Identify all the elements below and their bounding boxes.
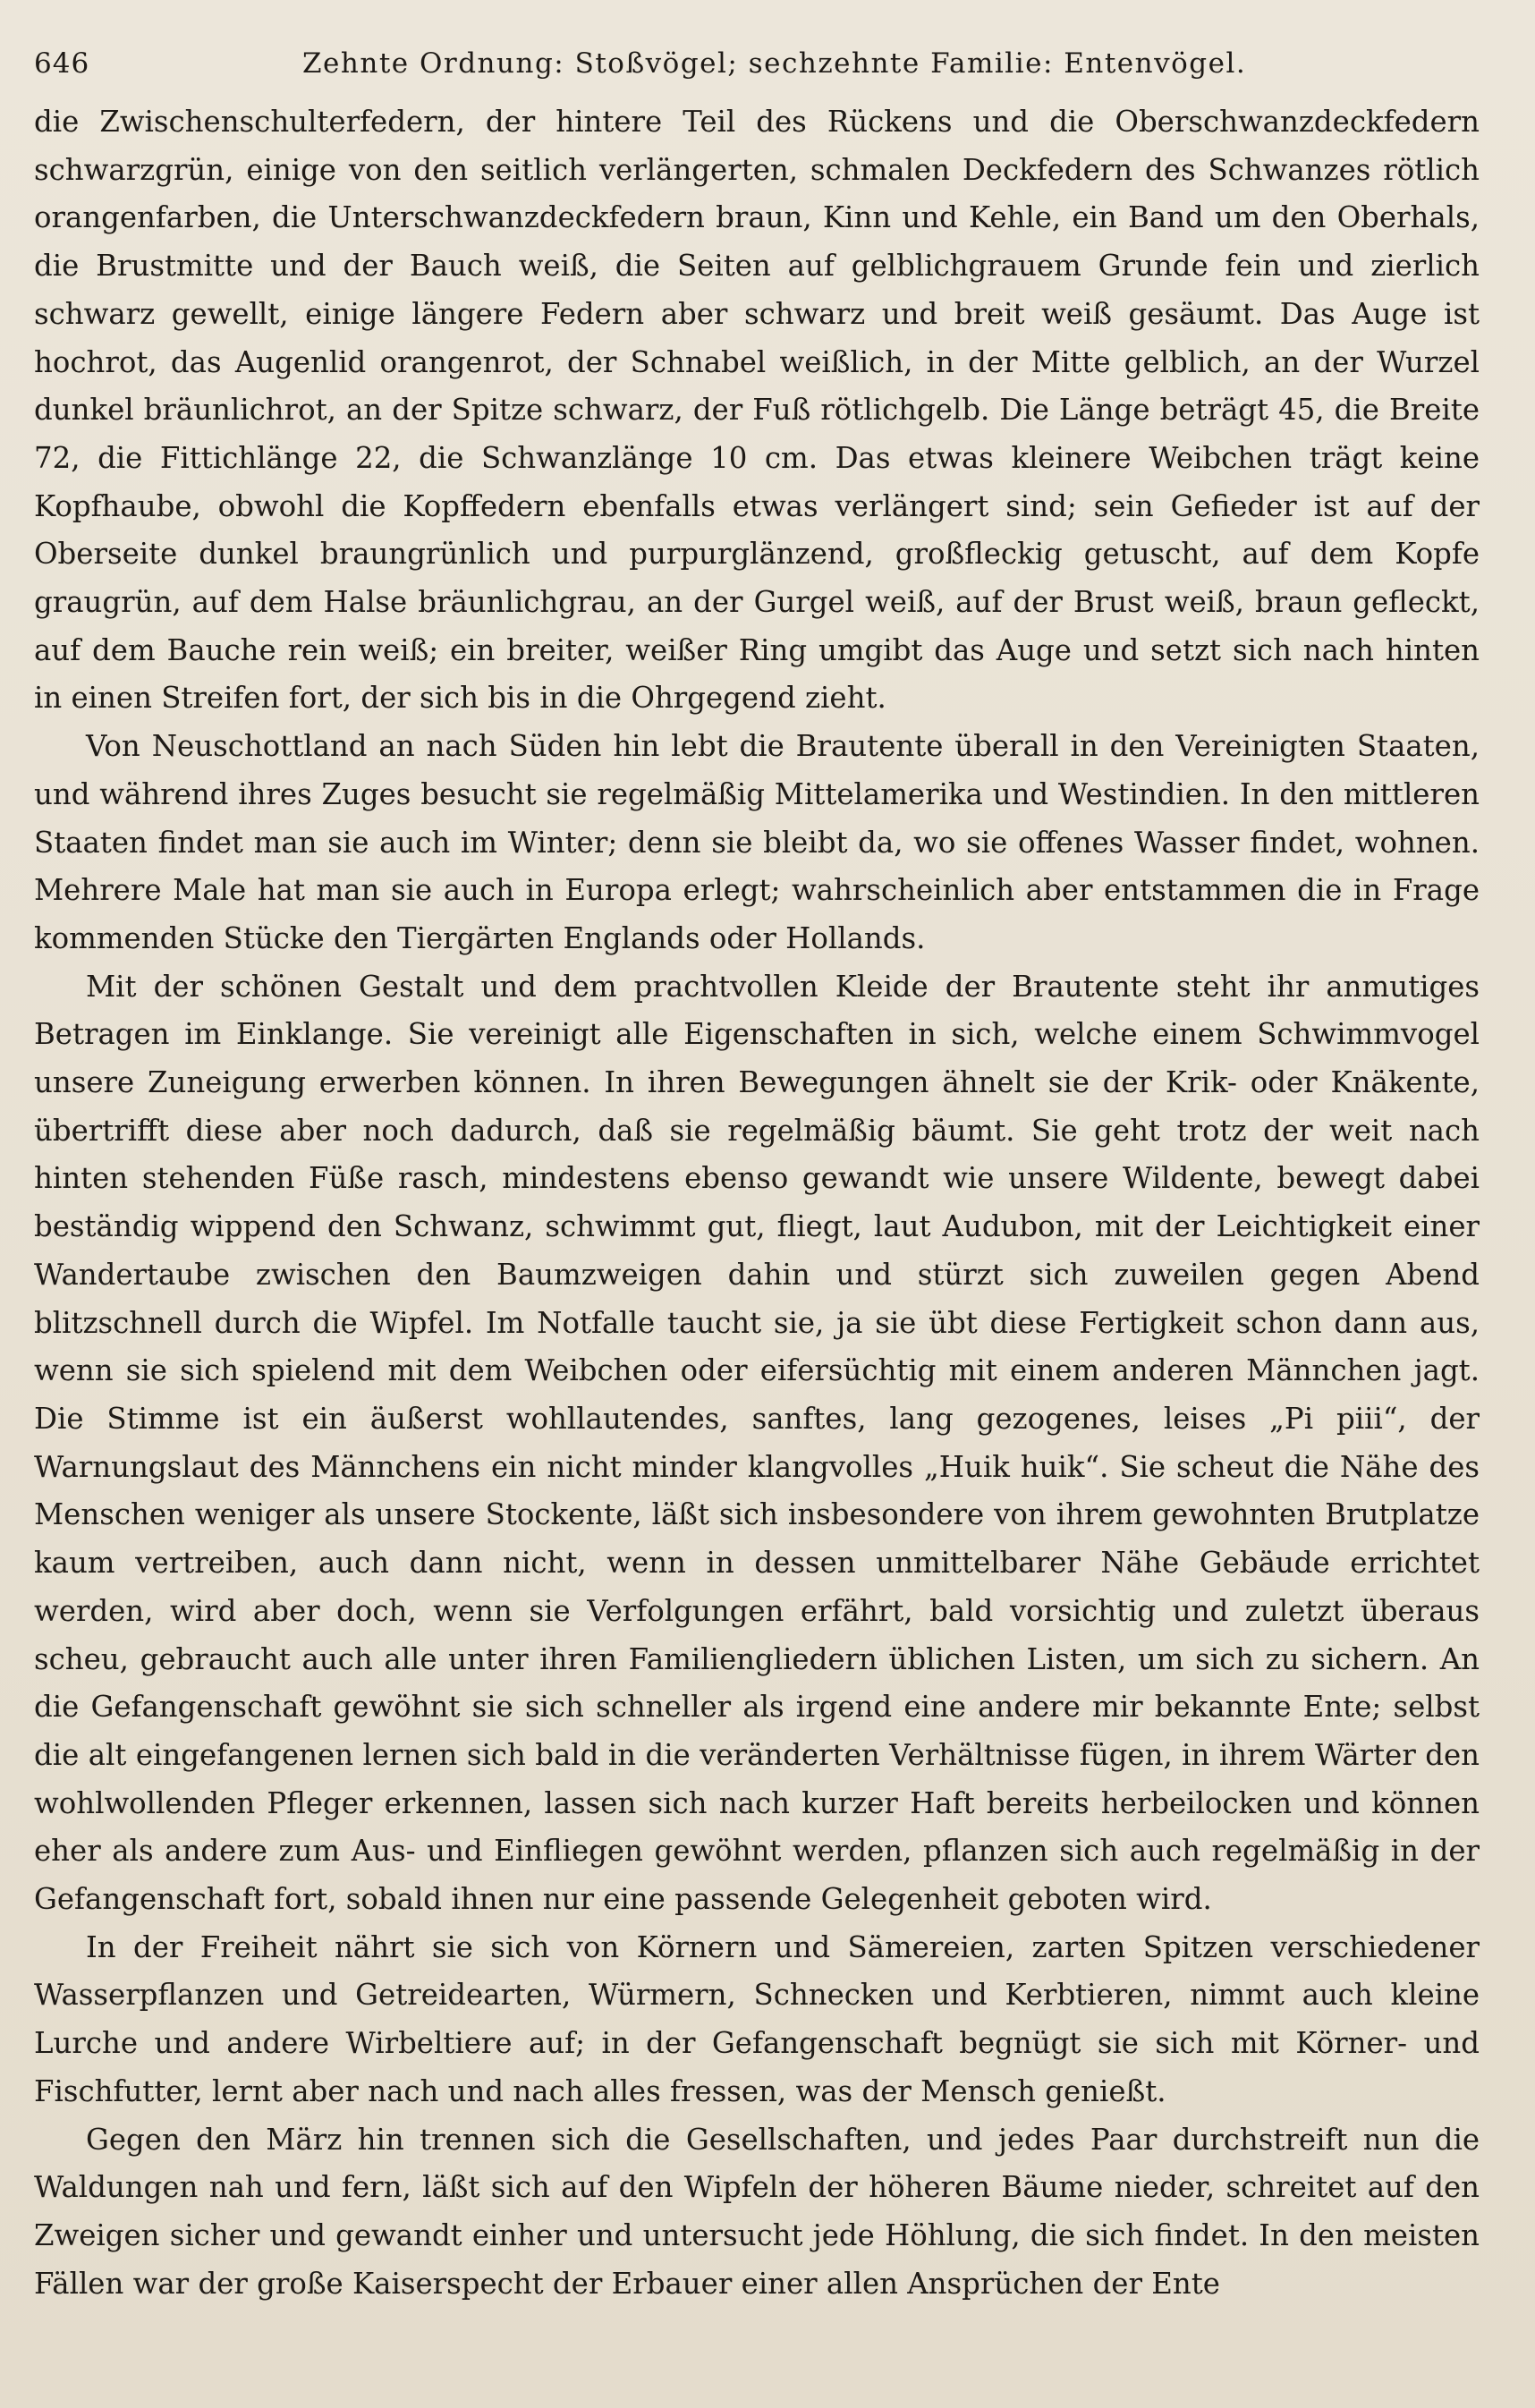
- running-head: Zehnte Ordnung: Stoßvögel; sechzehnte Familie: Entenvögel.: [302, 47, 1247, 80]
- page-number: 646: [34, 47, 90, 80]
- body-text: [34, 98, 1480, 2308]
- paragraph-3: Mit der schönen Gestalt und dem prachtvollen Kleide der Brautente steht ihr anmutiges Betragen im Einklange. Sie vereinigt alle Eigenschaften in sich, welche einem Schwimmvogel unsere Zuneigung erwerben können. In ihren Bewegungen ähnelt sie der Krik- oder Knäkente, übertrifft diese aber noch dadurch, daß sie regelmäßig bäumt. Sie geht trotz der weit nach hinten stehenden Füße rasch, mindestens ebenso gewandt wie unsere Wildente, bewegt dabei beständig wippend den Schwanz, schwimmt gut, fliegt, laut Audubon, mit der Leichtigkeit einer Wandertaube zwischen den Baumzweigen dahin und stürzt sich zuweilen gegen Abend blitzschnell durch die Wipfel. Im Notfalle taucht sie, ja sie übt diese Fertigkeit schon dann aus, wenn sie sich spielend mit dem Weibchen oder eifersüchtig mit einem anderen Männchen jagt. Die Stimme ist ein äußerst wohllautendes, sanftes, lang gezogenes, leises „Pi piii“, der Warnungslaut des Männchens ein nicht minder klangvolles „Huik huik“. Sie scheut die Nähe des Menschen weniger als unsere Stockente, läßt sich insbesondere von ihrem gewohnten Brutplatze kaum vertreiben, auch dann nicht, wenn in dessen unmittelbarer Nähe Gebäude errichtet werden, wird aber doch, wenn sie Verfolgungen erfährt, bald vorsichtig und zuletzt überaus scheu, gebraucht auch alle unter ihren Familiengliedern üblichen Listen, um sich zu sichern. An die Gefangenschaft gewöhnt sie sich schneller als irgend eine andere mir bekannte Ente; selbst die alt eingefangenen lernen sich bald in die veränderten Verhältnisse fügen, in ihrem Wärter den wohlwollenden Pfleger erkennen, lassen sich nach kurzer Haft bereits herbeilocken und können eher als andere zum Aus- und Einfliegen gewöhnt werden, pflanzen sich auch regelmäßig in der Gefangenschaft fort, sobald ihnen nur eine passende Gelegenheit geboten wird.: [34, 969, 1480, 1917]
- paragraph-2: Von Neuschottland an nach Süden hin lebt die Brautente überall in den Vereinigten Staaten, und während ihres Zuges besucht sie regelmäßig Mittelamerika und Westindien. In den mittleren Staaten findet man sie auch im Winter; denn sie bleibt da, wo sie offenes Wasser findet, wohnen. Mehrere Male hat man sie auch in Europa erlegt; wahrscheinlich aber entstammen die in Frage kommenden Stücke den Tiergärten Englands oder Hollands.: [34, 729, 1480, 955]
- paragraph-5: Gegen den März hin trennen sich die Gesellschaften, und jedes Paar durchstreift nun die Waldungen nah und fern, läßt sich auf den Wipfeln der höheren Bäume nieder, schreitet auf den Zweigen sicher und gewandt einher und untersucht jede Höhlung, die sich findet. In den meisten Fällen war der große Kaiserspecht der Erbauer einer allen Ansprüchen der Ente: [34, 2122, 1480, 2301]
- page-header: [34, 36, 1480, 91]
- paragraph-1: die Zwischenschulterfedern, der hintere Teil des Rückens und die Oberschwanzdeckfedern schwarzgrün, einige von den seitlich verlängerten, schmalen Deckfedern des Schwanzes rötlich orangenfarben, die Unterschwanzdeckfedern braun, Kinn und Kehle, ein Band um den Oberhals, die Brustmitte und der Bauch weiß, die Seiten auf gelblichgrauem Grunde fein und zierlich schwarz gewellt, einige längere Federn aber schwarz und breit weiß gesäumt. Das Auge ist hochrot, das Augenlid orangenrot, der Schnabel weißlich, in der Mitte gelblich, an der Wurzel dunkel bräunlichrot, an der Spitze schwarz, der Fuß rötlichgelb. Die Länge beträgt 45, die Breite 72, die Fittichlänge 22, die Schwanzlänge 10 cm. Das etwas kleinere Weibchen trägt keine Kopfhaube, obwohl die Kopffedern ebenfalls etwas verlängert sind; sein Gefieder ist auf der Oberseite dunkel braungrünlich und purpurglänzend, großfleckig getuscht, auf dem Kopfe graugrün, auf dem Halse bräunlichgrau, an der Gurgel weiß, auf der Brust weiß, braun gefleckt, auf dem Bauche rein weiß; ein breiter, weißer Ring umgibt das Auge und setzt sich nach hinten in einen Streifen fort, der sich bis in die Ohrgegend zieht.: [34, 105, 1480, 716]
- paragraph-4: In der Freiheit nährt sie sich von Körnern und Sämereien, zarten Spitzen verschiedener Wasserpflanzen und Getreidearten, Würmern, Schnecken und Kerbtieren, nimmt auch kleine Lurche und andere Wirbeltiere auf; in der Gefangenschaft begnügt sie sich mit Körner- und Fischfutter, lernt aber nach und nach alles fressen, was der Mensch genießt.: [34, 1929, 1480, 2108]
